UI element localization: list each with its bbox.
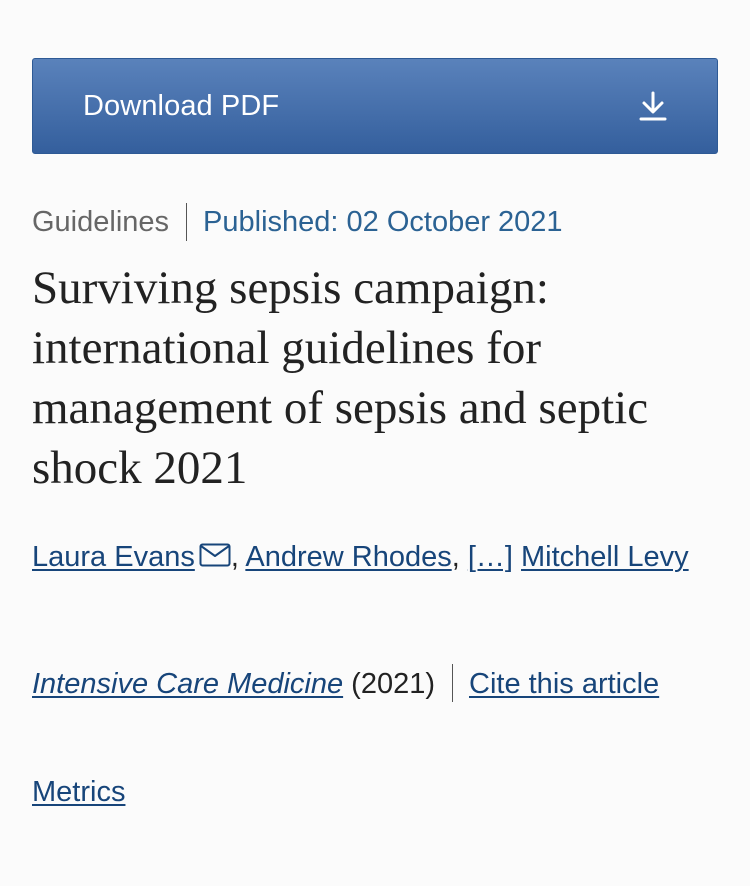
download-icon (639, 91, 667, 121)
cite-this-article-link[interactable]: Cite this article (469, 668, 660, 700)
author-andrew-rhodes[interactable]: Andrew Rhodes (245, 541, 452, 573)
article-type: Guidelines (32, 205, 170, 238)
publication-year: (2021) (351, 668, 435, 700)
author-list (32, 533, 722, 581)
author-separator: , (451, 541, 460, 573)
published-date: Published: 02 October 2021 (203, 205, 563, 238)
author-mitchell-levy[interactable]: Mitchell Levy (521, 541, 689, 573)
article-meta (32, 202, 563, 242)
journal-divider (452, 664, 453, 702)
author-separator: , (230, 541, 239, 573)
mail-icon[interactable] (199, 543, 231, 567)
meta-divider (186, 203, 187, 241)
show-all-authors-button[interactable]: […] (467, 541, 513, 573)
journal-name-link[interactable]: Intensive Care Medicine (32, 668, 344, 700)
download-pdf-label: Download PDF (83, 89, 280, 122)
journal-info (32, 660, 722, 708)
author-laura-evans[interactable]: Laura Evans (32, 541, 195, 573)
metrics-link[interactable]: Metrics (32, 776, 126, 808)
metrics-section (32, 768, 125, 816)
download-pdf-button[interactable] (32, 58, 718, 154)
article-title: Surviving sepsis campaign: international guidelines for management of sepsis and septic shock 2021 (32, 262, 649, 494)
